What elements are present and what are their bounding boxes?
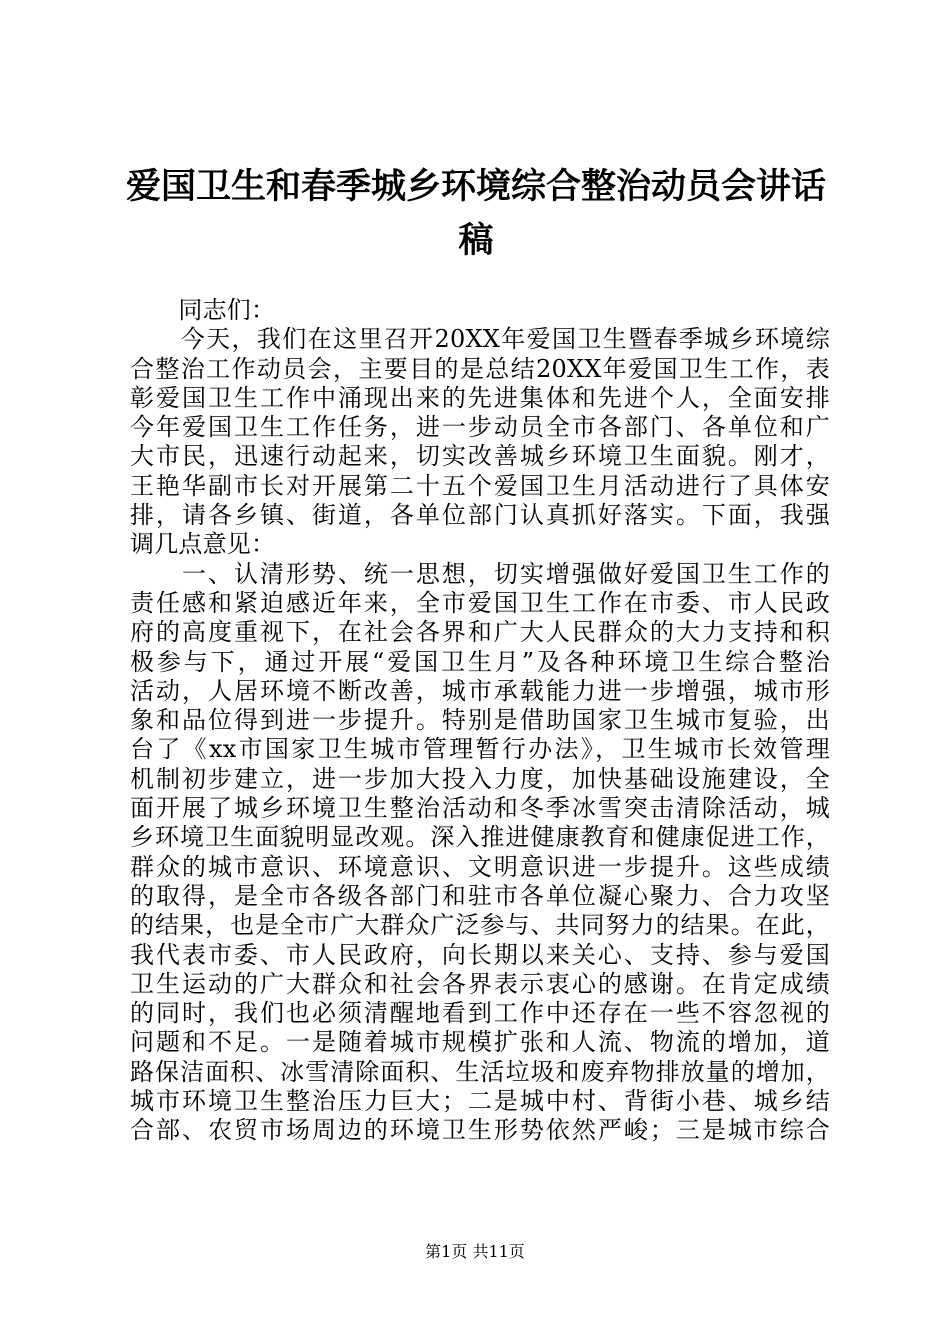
body-line: 机制初步建立，进一步加大投入力度，加快基础设施建设，全 xyxy=(130,764,830,793)
body-line: 彰爱国卫生工作中涌现出来的先进集体和先进个人，全面安排 xyxy=(130,383,830,412)
body-line: 路保洁面积、冰雪清除面积、生活垃圾和废弃物排放量的增加， xyxy=(130,1057,830,1086)
body-line: 合整治工作动员会，主要目的是总结20XX年爱国卫生工作，表 xyxy=(130,354,830,383)
body-line: 府的高度重视下，在社会各界和广大人民群众的大力支持和积 xyxy=(130,618,830,647)
body-line: 合部、农贸市场周边的环境卫生形势依然严峻；三是城市综合 xyxy=(130,1116,830,1145)
body-line: 群众的城市意识、环境意识、文明意识进一步提升。这些成绩 xyxy=(130,852,830,881)
body-line: 台了《xx市国家卫生城市管理暂行办法》，卫生城市长效管理 xyxy=(130,735,830,764)
page-footer: 第1页 共11页 xyxy=(425,1242,525,1261)
body-line: 的同时，我们也必须清醒地看到工作中还存在一些不容忽视的 xyxy=(130,999,830,1028)
body-line: 活动，人居环境不断改善，城市承载能力进一步增强，城市形 xyxy=(130,676,830,705)
body-line: 我代表市委、市人民政府，向长期以来关心、支持、参与爱国 xyxy=(130,940,830,969)
body-line: 的取得，是全市各级各部门和驻市各单位凝心聚力、合力攻坚 xyxy=(130,881,830,910)
body-line: 一、认清形势、统一思想，切实增强做好爱国卫生工作的 xyxy=(130,559,830,588)
title-line-1: 爱国卫生和春季城乡环境综合整治动员会讲话 xyxy=(125,166,826,207)
body-line: 乡环境卫生面貌明显改观。深入推进健康教育和健康促进工作， xyxy=(130,823,830,852)
body-line: 今年爱国卫生工作任务，进一步动员全市各部门、各单位和广 xyxy=(130,413,830,442)
body-line: 同志们： xyxy=(130,296,276,324)
body-line: 问题和不足。一是随着城市规模扩张和人流、物流的增加，道 xyxy=(130,1028,830,1057)
body-line: 城市环境卫生整治压力巨大；二是城中村、背街小巷、城乡结 xyxy=(130,1087,830,1116)
body-line: 调几点意见： xyxy=(130,530,276,559)
body-line: 的结果，也是全市广大群众广泛参与、共同努力的结果。在此， xyxy=(130,911,830,940)
body-line: 极参与下，通过开展“爱国卫生月”及各种环境卫生综合整治 xyxy=(130,647,830,676)
document-title xyxy=(120,160,832,268)
body-line: 面开展了城乡环境卫生整治活动和冬季冰雪突击清除活动，城 xyxy=(130,794,830,823)
body-line: 今天，我们在这里召开20XX年爱国卫生暨春季城乡环境综 xyxy=(130,325,830,354)
body-line: 卫生运动的广大群众和社会各界表示衷心的感谢。在肯定成绩 xyxy=(130,969,830,998)
title-line-2: 稿 xyxy=(458,220,494,261)
body-line: 王艳华副市长对开展第二十五个爱国卫生月活动进行了具体安 xyxy=(130,471,830,500)
body-line: 象和品位得到进一步提升。特别是借助国家卫生城市复验，出 xyxy=(130,706,830,735)
document-body xyxy=(130,296,830,1146)
body-line: 大市民，迅速行动起来，切实改善城乡环境卫生面貌。刚才， xyxy=(130,442,830,471)
body-line: 排，请各乡镇、街道，各单位部门认真抓好落实。下面，我强 xyxy=(130,501,830,530)
body-line: 责任感和紧迫感近年来，全市爱国卫生工作在市委、市人民政 xyxy=(130,588,830,617)
